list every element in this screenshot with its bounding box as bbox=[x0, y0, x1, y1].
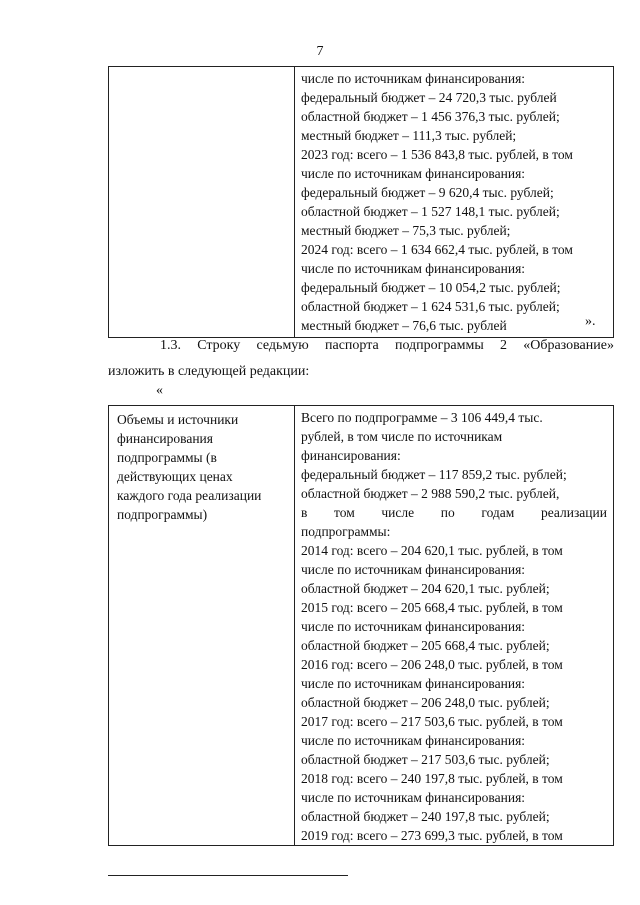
closing-quote: ». bbox=[585, 314, 596, 329]
text-line: областной бюджет – 1 527 148,1 тыс. рублей; bbox=[301, 204, 560, 219]
text-line: числе по источникам финансирования: bbox=[301, 166, 526, 181]
word: реализации bbox=[540, 505, 607, 520]
text-line: областной бюджет – 240 197,8 тыс. рублей; bbox=[301, 809, 550, 824]
word: седьмую bbox=[256, 338, 309, 353]
text-line: областной бюджет – 206 248,0 тыс. рублей; bbox=[301, 695, 550, 710]
heading-line: действующих ценах bbox=[117, 469, 233, 484]
paragraph-line-1 bbox=[108, 333, 614, 359]
page-number: 7 bbox=[316, 44, 324, 59]
financing-text-continued bbox=[295, 67, 613, 337]
text-line: 2023 год: всего – 1 536 843,8 тыс. рублей, в том bbox=[301, 147, 573, 162]
word: «Образование» bbox=[523, 338, 614, 353]
text-line: числе по источникам финансирования: bbox=[301, 790, 526, 805]
text-line: числе по источникам финансирования: bbox=[301, 562, 526, 577]
text-line: областной бюджет – 1 624 531,6 тыс. рублей; bbox=[301, 299, 560, 314]
heading-line: каждого года реализации bbox=[117, 488, 262, 503]
text-line: федеральный бюджет – 24 720,3 тыс. рублей bbox=[301, 90, 557, 105]
table-cell-left-empty bbox=[109, 67, 295, 338]
word: 1.3. bbox=[160, 338, 181, 353]
passport-table-continued bbox=[108, 66, 614, 338]
word: 2 bbox=[500, 338, 507, 353]
financing-text bbox=[295, 406, 613, 845]
text-line: числе по источникам финансирования: bbox=[301, 676, 526, 691]
text-line: областной бюджет – 205 668,4 тыс. рублей; bbox=[301, 638, 550, 653]
row-heading bbox=[109, 406, 294, 524]
text-line: 2024 год: всего – 1 634 662,4 тыс. рублей, в том bbox=[301, 242, 573, 257]
word: подпрограммы bbox=[394, 338, 484, 353]
footer-rule bbox=[108, 875, 348, 876]
text-line: 2016 год: всего – 206 248,0 тыс. рублей, в том bbox=[301, 657, 563, 672]
text-line: областной бюджет – 217 503,6 тыс. рублей; bbox=[301, 752, 550, 767]
table-cell-right bbox=[295, 67, 614, 338]
text-line: числе по источникам финансирования: bbox=[301, 733, 526, 748]
text-line: областной бюджет – 1 456 376,3 тыс. рублей; bbox=[301, 109, 560, 124]
passport-table-new bbox=[108, 405, 614, 846]
text-line: 2019 год: всего – 273 699,3 тыс. рублей, в том bbox=[301, 828, 563, 843]
text-line: 2017 год: всего – 217 503,6 тыс. рублей, в том bbox=[301, 714, 563, 729]
text-line: рублей, в том числе по источникам bbox=[301, 429, 503, 444]
text-line: числе по источникам финансирования: bbox=[301, 619, 526, 634]
word: том bbox=[334, 505, 355, 520]
text-line: подпрограммы: bbox=[301, 524, 391, 539]
text-line: Всего по подпрограмме – 3 106 449,4 тыс. bbox=[301, 410, 543, 425]
table-row bbox=[109, 406, 614, 846]
opening-quote: « bbox=[156, 383, 163, 398]
table-cell-left bbox=[109, 406, 295, 846]
word: Строку bbox=[197, 338, 241, 353]
word: по bbox=[440, 505, 455, 520]
text-line: числе по источникам финансирования: bbox=[301, 261, 526, 276]
text-line: федеральный бюджет – 10 054,2 тыс. рублей; bbox=[301, 280, 561, 295]
text-line: местный бюджет – 76,6 тыс. рублей bbox=[301, 318, 507, 333]
text-line: местный бюджет – 75,3 тыс. рублей; bbox=[301, 223, 511, 238]
text-line: 2018 год: всего – 240 197,8 тыс. рублей, в том bbox=[301, 771, 563, 786]
word: в bbox=[301, 505, 308, 520]
text-line: 2015 год: всего – 205 668,4 тыс. рублей, в том bbox=[301, 600, 563, 615]
text-line: областной бюджет – 2 988 590,2 тыс. рублей, bbox=[301, 486, 560, 501]
heading-line: подпрограммы) bbox=[117, 507, 208, 522]
heading-line: подпрограммы (в bbox=[117, 450, 217, 465]
text-line: 2014 год: всего – 204 620,1 тыс. рублей, в том bbox=[301, 543, 563, 558]
text-line: федеральный бюджет – 9 620,4 тыс. рублей; bbox=[301, 185, 554, 200]
table-row bbox=[109, 67, 614, 338]
text-line-justified bbox=[301, 503, 607, 522]
table-cell-right bbox=[295, 406, 614, 846]
heading-line: Объемы и источники bbox=[117, 412, 239, 427]
text-line: финансирования: bbox=[301, 448, 401, 463]
heading-line: финансирования bbox=[117, 431, 213, 446]
paragraph-line-2: изложить в следующей редакции: bbox=[108, 364, 310, 379]
word: числе bbox=[381, 505, 415, 520]
word: паспорта bbox=[325, 338, 379, 353]
text-line: федеральный бюджет – 117 859,2 тыс. рублей; bbox=[301, 467, 567, 482]
text-line: местный бюджет – 111,3 тыс. рублей; bbox=[301, 128, 517, 143]
text-line: областной бюджет – 204 620,1 тыс. рублей; bbox=[301, 581, 550, 596]
word: годам bbox=[481, 505, 515, 520]
text-line: числе по источникам финансирования: bbox=[301, 71, 526, 86]
